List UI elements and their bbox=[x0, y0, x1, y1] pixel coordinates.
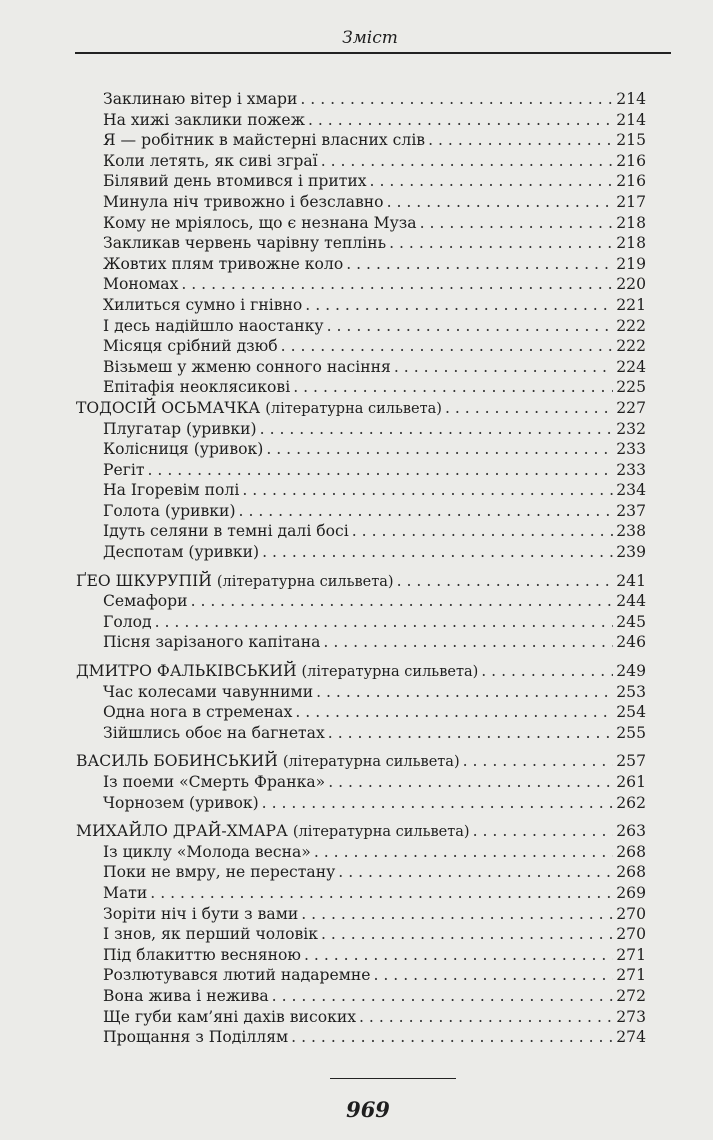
toc-page-number: 237 bbox=[616, 501, 646, 520]
toc-entry-title bbox=[103, 254, 343, 275]
toc-entry-title bbox=[76, 751, 460, 773]
toc-entry-title bbox=[103, 542, 259, 563]
work-title: Час колесами чавунними bbox=[103, 682, 314, 701]
toc-entry-title bbox=[103, 862, 335, 883]
dot-leader bbox=[239, 501, 614, 522]
toc-entry bbox=[76, 295, 646, 316]
work-title: На Ігоревім полі bbox=[103, 481, 240, 500]
toc-page-number: 269 bbox=[616, 883, 646, 902]
toc-entry-title bbox=[103, 883, 147, 904]
work-title: Кому не мріялось, що є незнана Муза bbox=[103, 213, 417, 232]
toc-page-number: 232 bbox=[616, 419, 646, 438]
toc-page-number: 225 bbox=[616, 378, 646, 397]
toc-page-number: 241 bbox=[616, 571, 646, 590]
dot-leader bbox=[328, 723, 613, 744]
toc-entry bbox=[76, 439, 646, 460]
work-title: Зійшлись обоє на багнетах bbox=[103, 723, 325, 742]
work-title: Прощання з Поділлям bbox=[103, 1028, 289, 1047]
toc-page-number: 268 bbox=[616, 842, 646, 861]
table-of-contents bbox=[76, 89, 646, 1048]
toc-entry-title bbox=[103, 419, 257, 440]
dot-leader bbox=[359, 1007, 613, 1028]
toc-page-number: 222 bbox=[616, 337, 646, 356]
toc-page-number: 268 bbox=[616, 863, 646, 882]
entry-note: (літературна сильвета) bbox=[216, 573, 394, 590]
toc-entry-title bbox=[103, 274, 178, 295]
dot-leader bbox=[150, 883, 613, 904]
toc-page-number: 216 bbox=[616, 151, 646, 170]
dot-leader bbox=[387, 192, 614, 213]
toc-page-number: 227 bbox=[616, 398, 646, 417]
toc-entry bbox=[76, 883, 646, 904]
work-title: Колісниця (уривок) bbox=[103, 440, 264, 459]
dot-leader bbox=[281, 336, 614, 357]
toc-page-number: 218 bbox=[616, 213, 646, 232]
dot-leader bbox=[373, 965, 613, 986]
toc-entry bbox=[76, 460, 646, 481]
dot-leader bbox=[321, 924, 613, 945]
toc-entry bbox=[76, 213, 646, 234]
toc-page-number: 244 bbox=[616, 592, 646, 611]
toc-entry-title bbox=[103, 702, 292, 723]
toc-author-entry bbox=[76, 398, 646, 419]
dot-leader bbox=[148, 460, 614, 481]
entry-note: (літературна сильвета) bbox=[265, 400, 442, 417]
toc-page-number: 224 bbox=[616, 357, 646, 376]
toc-entry-title bbox=[103, 682, 313, 703]
dot-leader bbox=[463, 751, 614, 772]
toc-page-number: 263 bbox=[616, 822, 646, 841]
dot-leader bbox=[370, 171, 614, 192]
toc-entry bbox=[76, 1007, 646, 1028]
toc-page-number: 216 bbox=[616, 172, 646, 191]
work-title: Хилиться сумно і гнівно bbox=[103, 295, 303, 314]
toc-entry-title bbox=[76, 398, 442, 420]
work-title: Епітафія неоклясикові bbox=[103, 378, 291, 397]
work-title: Візьмеш у жменю сонного насіння bbox=[103, 357, 391, 376]
toc-entry bbox=[76, 591, 646, 612]
toc-entry-title bbox=[103, 480, 239, 501]
work-title: І знов, як перший чоловік bbox=[103, 925, 318, 944]
dot-leader bbox=[328, 772, 613, 793]
toc-entry-title bbox=[103, 336, 278, 357]
work-title: Ще губи кам’яні дахів високих bbox=[103, 1007, 357, 1026]
toc-entry-title bbox=[103, 89, 297, 110]
work-title: Закликав червень чарівну теплінь bbox=[103, 234, 387, 253]
toc-entry-title bbox=[76, 571, 394, 593]
work-title: Поки не вмру, не перестану bbox=[103, 863, 336, 882]
toc-entry bbox=[76, 336, 646, 357]
toc-entry bbox=[76, 682, 646, 703]
work-title: Під блакиттю весняною bbox=[103, 945, 301, 964]
work-title: Жовтих плям тривожне коло bbox=[103, 254, 344, 273]
toc-entry bbox=[76, 151, 646, 172]
toc-entry-title bbox=[103, 439, 263, 460]
dot-leader bbox=[262, 793, 614, 814]
toc-entry bbox=[76, 233, 646, 254]
toc-page-number: 271 bbox=[616, 966, 646, 985]
toc-page-number: 272 bbox=[616, 986, 646, 1005]
work-title: Ідуть селяни в темні далі босі bbox=[103, 522, 349, 541]
running-header-title: Зміст bbox=[342, 28, 398, 48]
toc-page-number: 222 bbox=[616, 316, 646, 335]
entry-note: (літературна сильвета) bbox=[292, 824, 470, 841]
toc-author-entry bbox=[76, 751, 646, 772]
dot-leader bbox=[266, 439, 613, 460]
toc-page-number: 238 bbox=[616, 522, 646, 541]
toc-entry-title bbox=[103, 612, 152, 633]
author-name: ТОДОСІЙ ОСЬМАЧКА bbox=[76, 398, 261, 417]
toc-author-entry bbox=[76, 571, 646, 592]
toc-page-number: 270 bbox=[616, 925, 646, 944]
dot-leader bbox=[327, 316, 614, 337]
dot-leader bbox=[191, 591, 614, 612]
work-title: Вона жива і нежива bbox=[103, 986, 269, 1005]
toc-entry bbox=[76, 419, 646, 440]
toc-entry bbox=[76, 924, 646, 945]
toc-entry bbox=[76, 702, 646, 723]
dot-leader bbox=[181, 274, 613, 295]
toc-entry-title bbox=[103, 965, 370, 986]
toc-entry bbox=[76, 842, 646, 863]
dot-leader bbox=[308, 110, 613, 131]
dot-leader bbox=[473, 821, 614, 842]
dot-leader bbox=[323, 632, 613, 653]
toc-entry-title bbox=[103, 460, 145, 481]
dot-leader bbox=[295, 702, 613, 723]
toc-entry bbox=[76, 772, 646, 793]
toc-entry-title bbox=[103, 130, 425, 151]
dot-leader bbox=[155, 612, 614, 633]
footer-rule bbox=[330, 1078, 456, 1079]
dot-leader bbox=[394, 357, 613, 378]
toc-page-number: 215 bbox=[616, 131, 646, 150]
work-title: Регіт bbox=[103, 460, 145, 479]
toc-entry-title bbox=[76, 661, 478, 683]
dot-leader bbox=[338, 862, 613, 883]
toc-entry-title bbox=[103, 924, 318, 945]
toc-entry-title bbox=[103, 793, 259, 814]
toc-page-number: 218 bbox=[616, 234, 646, 253]
toc-entry bbox=[76, 357, 646, 378]
work-title: Деспотам (уривки) bbox=[103, 543, 260, 562]
toc-page-number: 217 bbox=[616, 192, 646, 211]
toc-author-entry bbox=[76, 661, 646, 682]
toc-page-number: 221 bbox=[616, 295, 646, 314]
dot-leader bbox=[304, 945, 613, 966]
work-title: Голод bbox=[103, 612, 152, 631]
author-name: ВАСИЛЬ БОБИНСЬКИЙ bbox=[76, 752, 278, 771]
toc-entry bbox=[76, 171, 646, 192]
toc-entry-title bbox=[103, 233, 386, 254]
toc-entry-title bbox=[103, 501, 236, 522]
toc-entry bbox=[76, 480, 646, 501]
dot-leader bbox=[420, 213, 614, 234]
toc-page-number: 233 bbox=[616, 440, 646, 459]
work-title: Мати bbox=[103, 883, 148, 902]
header-rule bbox=[75, 52, 671, 54]
toc-entry-title bbox=[103, 723, 325, 744]
toc-entry bbox=[76, 274, 646, 295]
toc-page-number: 245 bbox=[616, 612, 646, 631]
work-title: Минула ніч тривожно і безславно bbox=[103, 192, 384, 211]
toc-entry bbox=[76, 130, 646, 151]
work-title: Із циклу «Молода весна» bbox=[103, 842, 311, 861]
toc-entry-title bbox=[103, 295, 302, 316]
toc-entry-title bbox=[103, 316, 324, 337]
toc-entry bbox=[76, 723, 646, 744]
toc-page-number: 239 bbox=[616, 543, 646, 562]
toc-entry bbox=[76, 89, 646, 110]
toc-entry-title bbox=[103, 842, 311, 863]
toc-page-number: 255 bbox=[616, 723, 646, 742]
toc-entry bbox=[76, 542, 646, 563]
dot-leader bbox=[291, 1027, 613, 1048]
dot-leader bbox=[428, 130, 613, 151]
work-title: Я — робітник в майстерні власних слів bbox=[103, 131, 426, 150]
entry-note: (літературна сильвета) bbox=[301, 664, 479, 681]
toc-entry-title bbox=[103, 521, 349, 542]
toc-page-number: 234 bbox=[616, 481, 646, 500]
dot-leader bbox=[352, 521, 613, 542]
toc-page-number: 257 bbox=[616, 752, 646, 771]
dot-leader bbox=[272, 986, 614, 1007]
work-title: Плугатар (уривки) bbox=[103, 419, 257, 438]
toc-page-number: 219 bbox=[616, 254, 646, 273]
toc-entry bbox=[76, 793, 646, 814]
work-title: Одна нога в стременах bbox=[103, 703, 293, 722]
work-title: На хижі заклики пожеж bbox=[103, 110, 305, 129]
toc-entry-title bbox=[103, 945, 301, 966]
dot-leader bbox=[389, 233, 613, 254]
toc-page-number: 220 bbox=[616, 275, 646, 294]
toc-entry-title bbox=[103, 1027, 288, 1048]
dot-leader bbox=[314, 842, 613, 863]
toc-entry bbox=[76, 254, 646, 275]
dot-leader bbox=[397, 571, 614, 592]
toc-entry bbox=[76, 986, 646, 1007]
work-title: Заклинаю вітер і хмари bbox=[103, 90, 298, 108]
toc-entry bbox=[76, 316, 646, 337]
work-title: Голота (уривки) bbox=[103, 501, 236, 520]
toc-entry-title bbox=[103, 171, 367, 192]
toc-entry-title bbox=[103, 591, 188, 612]
work-title: Місяця срібний дзюб bbox=[103, 337, 278, 356]
toc-entry bbox=[76, 192, 646, 213]
author-name: МИХАЙЛО ДРАЙ-ХМАРА bbox=[76, 822, 288, 841]
work-title: Білявий день втомився і притих bbox=[103, 172, 367, 191]
dot-leader bbox=[300, 89, 613, 110]
dot-leader bbox=[346, 254, 613, 275]
toc-entry bbox=[76, 904, 646, 925]
toc-entry-title bbox=[103, 110, 305, 131]
work-title: Мономах bbox=[103, 275, 179, 294]
toc-page-number: 214 bbox=[616, 90, 646, 108]
toc-page-number: 246 bbox=[616, 633, 646, 652]
toc-entry-title bbox=[103, 357, 391, 378]
work-title: Розлютувався лютий надаремне bbox=[103, 966, 371, 985]
toc-page-number: 273 bbox=[616, 1007, 646, 1026]
toc-page-number: 274 bbox=[616, 1028, 646, 1047]
author-name: ҐЕО ШКУРУПІЙ bbox=[76, 571, 212, 590]
dot-leader bbox=[262, 542, 613, 563]
toc-entry bbox=[76, 632, 646, 653]
toc-entry bbox=[76, 110, 646, 131]
toc-entry-title bbox=[76, 821, 470, 843]
toc-entry-title bbox=[103, 377, 290, 398]
toc-entry-title bbox=[103, 772, 325, 793]
toc-page-number: 261 bbox=[616, 773, 646, 791]
work-title: І десь надійшло наостанку bbox=[103, 316, 324, 335]
toc-page-number: 262 bbox=[616, 793, 646, 812]
toc-entry-title bbox=[103, 904, 298, 925]
work-title: Зоріти ніч і бути з вами bbox=[103, 904, 299, 923]
toc-entry-title bbox=[103, 213, 417, 234]
dot-leader bbox=[242, 480, 613, 501]
dot-leader bbox=[481, 661, 613, 682]
toc-entry-title bbox=[103, 151, 318, 172]
author-name: ДМИТРО ФАЛЬКІВСЬКИЙ bbox=[76, 662, 297, 681]
toc-page-number: 253 bbox=[616, 682, 646, 701]
dot-leader bbox=[445, 398, 613, 419]
toc-page-number: 270 bbox=[616, 904, 646, 923]
toc-page-number: 254 bbox=[616, 703, 646, 722]
toc-entry bbox=[76, 862, 646, 883]
work-title: Із поеми «Смерть Франка» bbox=[103, 773, 326, 791]
dot-leader bbox=[316, 682, 613, 703]
toc-entry bbox=[76, 1027, 646, 1048]
toc-entry-title bbox=[103, 192, 384, 213]
work-title: Чорнозем (уривок) bbox=[103, 793, 259, 812]
work-title: Коли летять, як сиві зграї bbox=[103, 151, 318, 170]
toc-entry-title bbox=[103, 632, 320, 653]
toc-author-entry bbox=[76, 821, 646, 842]
toc-page-number: 214 bbox=[616, 110, 646, 129]
toc-page-number: 233 bbox=[616, 460, 646, 479]
toc-entry bbox=[76, 377, 646, 398]
toc-entry-title bbox=[103, 986, 269, 1007]
toc-entry bbox=[76, 501, 646, 522]
toc-entry bbox=[76, 521, 646, 542]
dot-leader bbox=[305, 295, 613, 316]
page-number: 969 bbox=[346, 1097, 390, 1122]
toc-entry-title bbox=[103, 1007, 356, 1028]
toc-page-number: 249 bbox=[616, 662, 646, 681]
dot-leader bbox=[260, 419, 614, 440]
work-title: Пісня зарізаного капітана bbox=[103, 633, 321, 652]
entry-note: (літературна сильвета) bbox=[282, 754, 460, 771]
toc-entry bbox=[76, 965, 646, 986]
dot-leader bbox=[293, 377, 613, 398]
toc-entry bbox=[76, 945, 646, 966]
dot-leader bbox=[301, 904, 613, 925]
toc-page-number: 271 bbox=[616, 945, 646, 964]
toc-entry bbox=[76, 612, 646, 633]
work-title: Семафори bbox=[103, 592, 188, 611]
dot-leader bbox=[321, 151, 614, 172]
